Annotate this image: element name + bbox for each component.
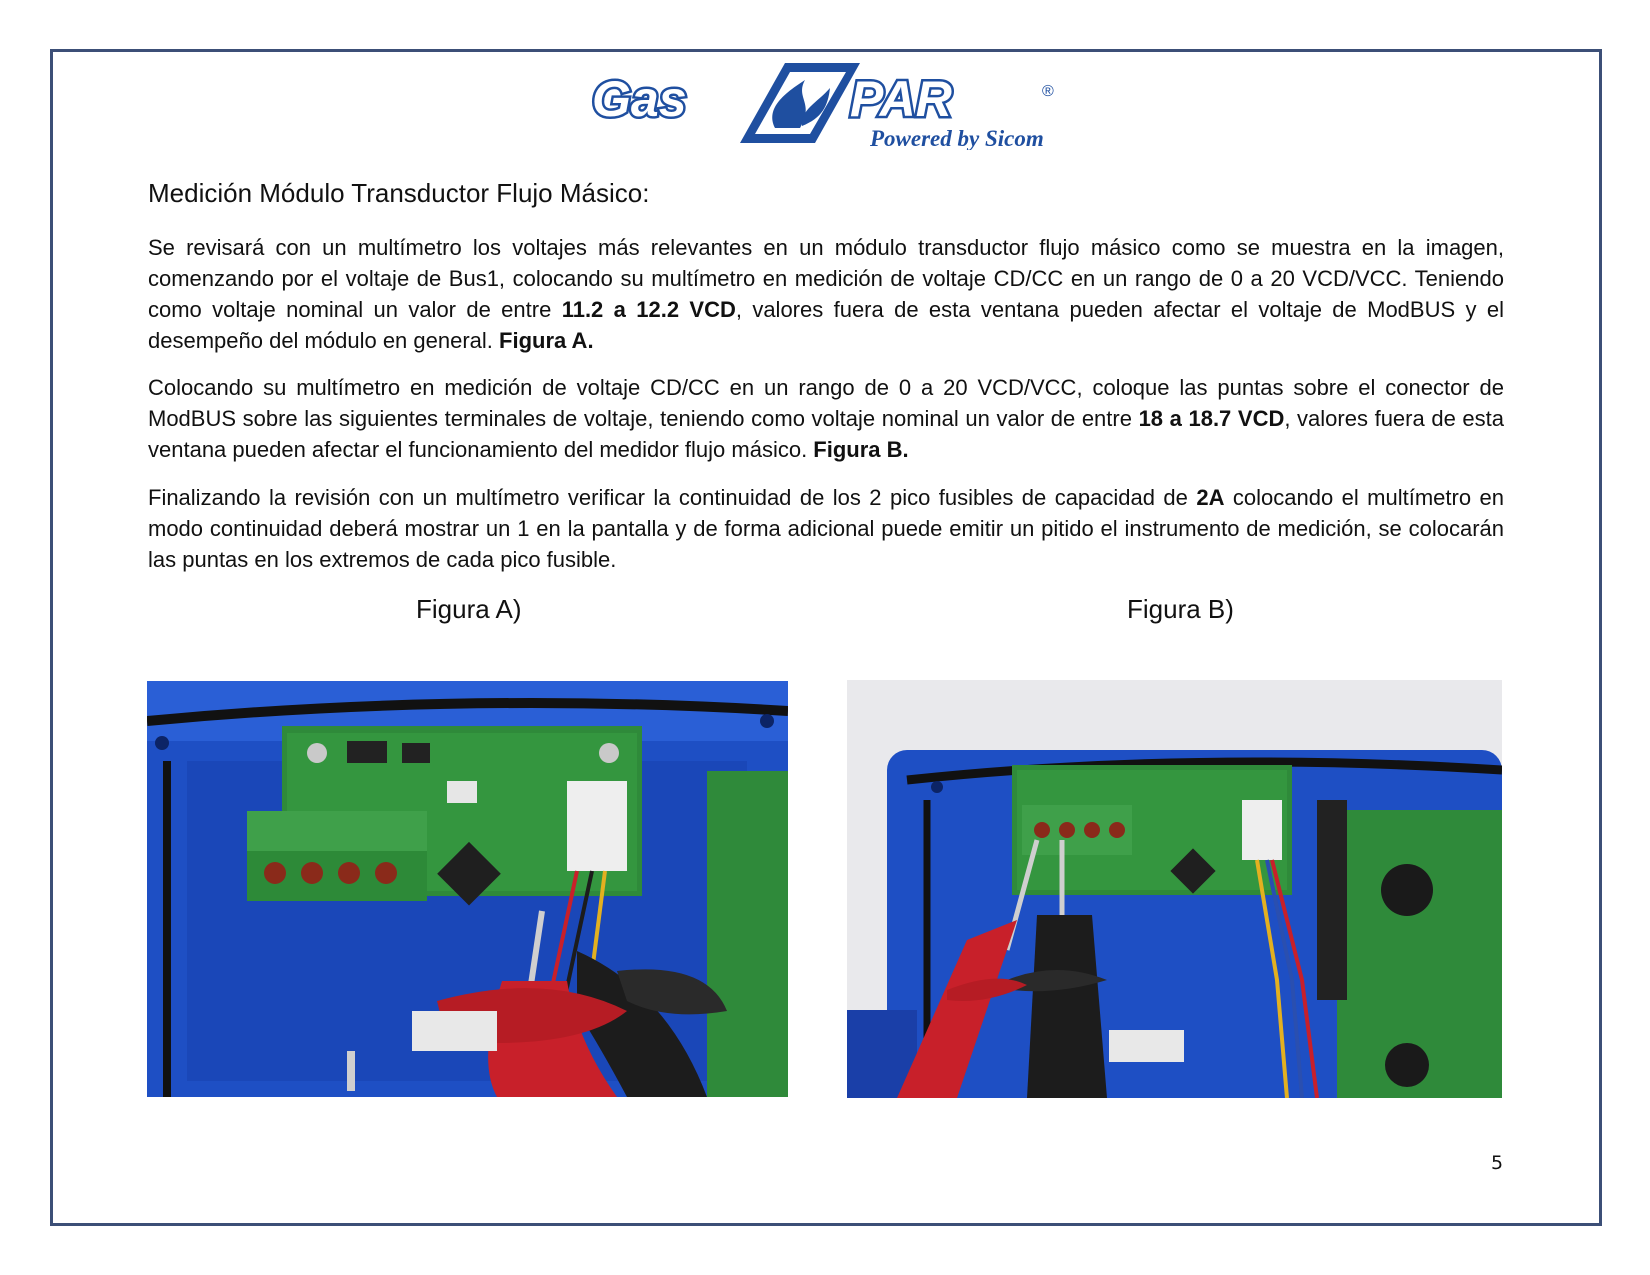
gaspar-logo: [590, 58, 1060, 150]
paragraph-text: , valores fuera de esta ventana pueden afectar el voltaje de ModBUS y el desempeño del módulo en general.: [148, 297, 1504, 353]
figure-a-caption: Figura A): [416, 594, 522, 624]
logo-brand-right: PAR: [850, 71, 952, 127]
page-number: 5: [1491, 1152, 1504, 1174]
paragraph-text: Se revisará con un multímetro los voltajes más relevantes en un módulo transductor flujo másico como se muestra en la imagen, comenzando por el voltaje de Bus1, colocando su multímetro en medición de voltaje CD/CC en un rango de 0 a 20 VCD/VCC. Teniendo como voltaje nominal un valor de entre: [148, 235, 1504, 322]
paragraph-text: Colocando su multímetro en medición de voltaje CD/CC en un rango de 0 a 20 VCD/VCC, coloque las puntas sobre el conector de ModBUS sobre las siguientes terminales de voltaje, teniendo como voltaje nominal un valor de entre: [148, 375, 1504, 431]
figure-b-photo: [847, 680, 1502, 1098]
paragraph-modbus-voltage: [148, 372, 1504, 465]
figure-b-caption: Figura B): [1127, 594, 1234, 624]
nominal-voltage-modbus: 18 a 18.7 VCD: [1138, 406, 1285, 431]
paragraph-text: Finalizando la revisión con un multímetro verificar la continuidad de los 2 pico fusibles de capacidad de: [148, 485, 1197, 510]
figure-reference-b: Figura B.: [813, 437, 909, 462]
figure-reference-a: Figura A.: [499, 328, 594, 353]
figure-a-photo: [147, 681, 788, 1097]
logo-tagline: Powered by Sicom: [870, 126, 1044, 150]
flame-emblem-icon: [740, 63, 860, 143]
logo-registered-mark: ®: [1042, 83, 1054, 100]
logo-brand-left: Gas: [592, 71, 687, 127]
fuse-capacity: 2A: [1196, 485, 1225, 510]
paragraph-bus1-voltage: [148, 232, 1504, 356]
paragraph-text: , valores fuera de esta ventana pueden afectar el funcionamiento del medidor flujo másico.: [148, 406, 1504, 462]
paragraph-fuse-continuity: [148, 482, 1504, 575]
nominal-voltage-bus1: 11.2 a 12.2 VCD: [561, 297, 736, 322]
section-heading: Medición Módulo Transductor Flujo Másico:: [148, 178, 650, 208]
paragraph-text: colocando el multímetro en modo continuidad deberá mostrar un 1 en la pantalla y de forma adicional puede emitir un pitido el instrumento de medición, se colocarán las puntas en los extremos de cada pico fusible.: [148, 485, 1504, 572]
